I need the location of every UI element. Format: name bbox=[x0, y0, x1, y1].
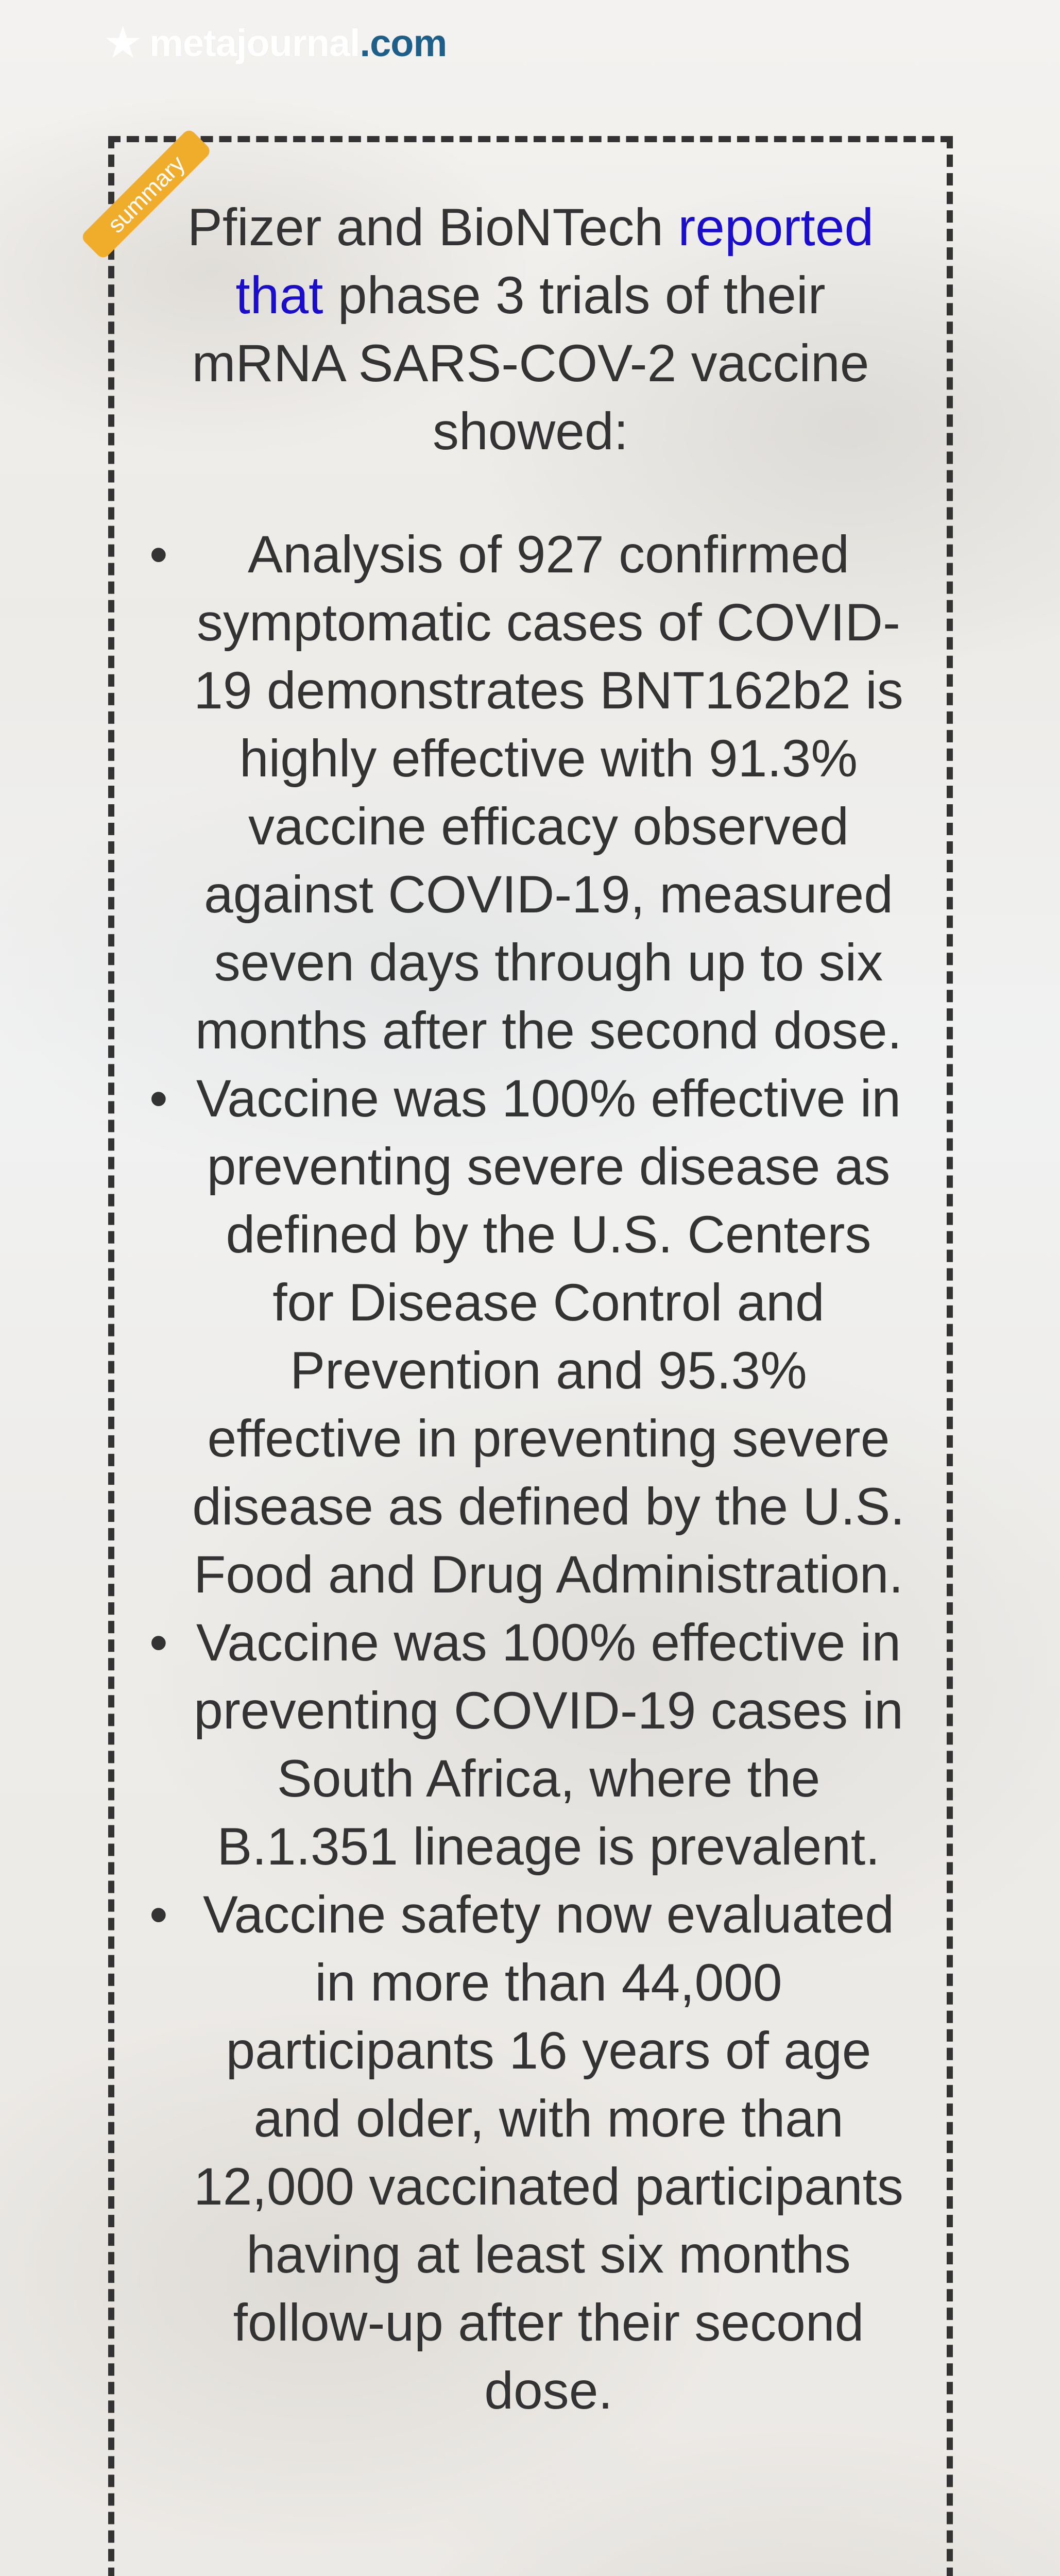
site-logo[interactable] bbox=[103, 18, 447, 67]
list-item bbox=[144, 1880, 907, 2425]
list-item bbox=[144, 520, 907, 1064]
reported-that-link[interactable]: reported that bbox=[235, 198, 874, 325]
bullet-icon: • bbox=[149, 525, 168, 584]
list-item-text: Vaccine was 100% effective in preventing COVID-19 cases in South Africa, where the B.1.351 lineage is prevalent. bbox=[194, 1613, 903, 1876]
list-item-text: Vaccine safety now evaluated in more than 44,000 participants 16 years of age and older, with more than 12,000 vaccinated participants having at least six months follow-up after their second dose. bbox=[194, 1885, 903, 2420]
list-item bbox=[144, 1064, 907, 1608]
star-icon: ★ bbox=[103, 18, 143, 67]
logo-tld: .com bbox=[360, 21, 447, 64]
list-item-text: Analysis of 927 confirmed symptomatic cases of COVID-19 demonstrates BNT162b2 is highly effective with 91.3% vaccine efficacy observed against COVID-19, measured seven days through up to six months after the second dose. bbox=[194, 525, 903, 1060]
logo-name: metajournal bbox=[149, 21, 360, 64]
summary-ribbon: summary bbox=[80, 128, 212, 260]
intro-before: Pfizer and BioNTech bbox=[187, 198, 678, 257]
list-item-text: Vaccine was 100% effective in preventing severe disease as defined by the U.S. Centers for Disease Control and Prevention and 95.3% effective in preventing severe disease as defined by the U.S. Food and Drug Administration. bbox=[192, 1069, 905, 1604]
intro-text bbox=[165, 193, 896, 465]
bullet-icon: • bbox=[149, 1613, 168, 1672]
list-item bbox=[144, 1608, 907, 1880]
bullet-icon: • bbox=[149, 1069, 168, 1128]
bullet-icon: • bbox=[149, 1885, 168, 1944]
intro-after: phase 3 trials of their mRNA SARS-COV-2 vaccine showed: bbox=[192, 266, 869, 461]
findings-list bbox=[144, 520, 907, 2425]
